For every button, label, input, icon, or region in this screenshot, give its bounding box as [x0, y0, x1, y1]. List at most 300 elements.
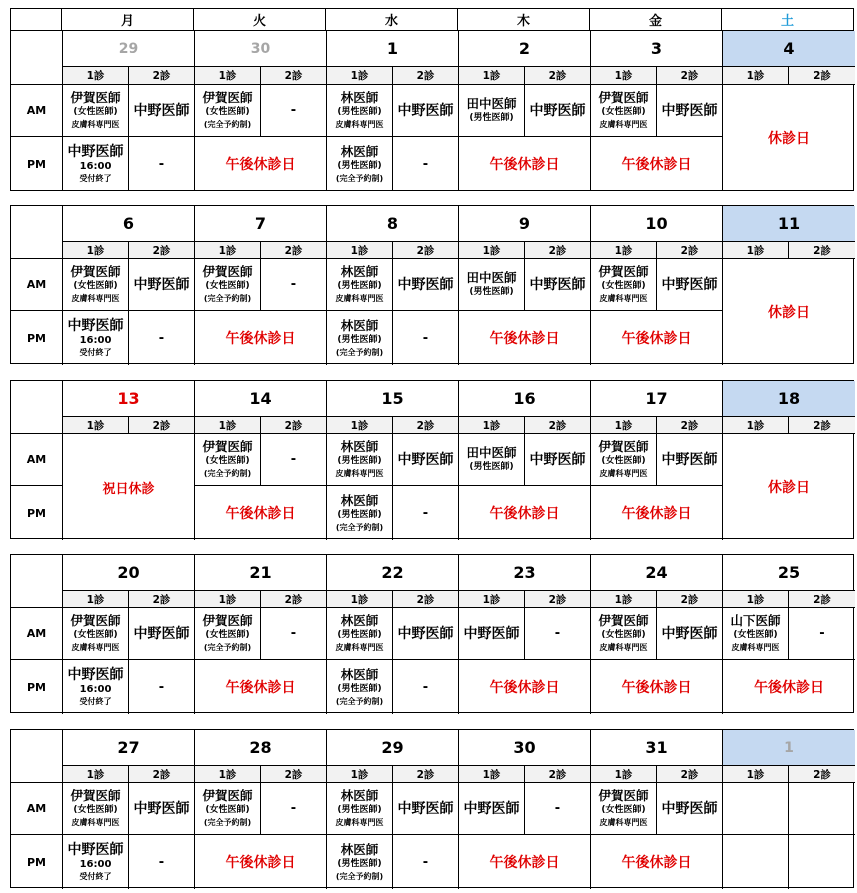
reception-time: 16:00 — [79, 334, 112, 346]
doctor-note: 皮膚科専門医 — [335, 120, 384, 129]
date-number: 21 — [249, 563, 272, 582]
pm-closed-text: 午後休診日 — [754, 680, 824, 696]
doctor-cell — [195, 608, 261, 660]
closed-day-cell — [723, 434, 855, 540]
dash-text: - — [554, 626, 561, 641]
slot-1-header: 1診 — [591, 591, 657, 608]
date-number: 22 — [381, 563, 404, 582]
doctor-note: 皮膚科専門医 — [71, 818, 120, 827]
date-cell — [591, 730, 723, 766]
doctor-gender: (女性医師) — [205, 456, 250, 466]
pm-closed-cell — [723, 660, 855, 714]
doctor-gender: (男性医師) — [337, 630, 382, 640]
date-cell — [591, 31, 723, 67]
date-cell — [723, 381, 855, 417]
date-number: 25 — [777, 563, 801, 582]
date-cell — [459, 206, 591, 242]
holiday-closed-cell — [63, 434, 195, 540]
weekday-2: 火 — [194, 9, 326, 30]
date-number: 28 — [249, 738, 272, 757]
doctor-note: (完全予約制) — [203, 120, 252, 129]
doctor-gender: (女性医師) — [601, 107, 646, 117]
reception-time: 16:00 — [79, 160, 112, 172]
slot-2-header: 2診 — [393, 766, 459, 783]
doctor-cell — [657, 85, 723, 137]
doctor-gender: (女性医師) — [73, 630, 118, 640]
slot-2-header: 2診 — [657, 242, 723, 259]
doctor-cell — [327, 311, 393, 365]
doctor-name: 中野医師 — [133, 102, 190, 119]
doctor-cell — [129, 85, 195, 137]
doctor-name: 伊賀医師 — [70, 788, 121, 803]
slot-1-header: 1診 — [723, 417, 789, 434]
doctor-note: 受付終了 — [79, 347, 112, 357]
doctor-gender: (男性医師) — [337, 281, 382, 291]
doctor-name: 伊賀医師 — [70, 90, 121, 105]
date-cell — [327, 730, 459, 766]
doctor-cell — [327, 137, 393, 191]
doctor-note: 受付終了 — [79, 871, 112, 881]
doctor-cell — [63, 311, 129, 365]
doctor-cell — [525, 85, 591, 137]
doctor-name: 中野医師 — [661, 276, 718, 293]
doctor-cell — [63, 608, 129, 660]
doctor-name: 伊賀医師 — [202, 613, 253, 628]
doctor-cell — [63, 783, 129, 835]
doctor-cell — [591, 608, 657, 660]
doctor-cell — [129, 259, 195, 311]
empty-cell — [723, 835, 789, 889]
slot-1-header: 1診 — [327, 591, 393, 608]
doctor-cell — [63, 660, 129, 714]
doctor-note: 皮膚科専門医 — [599, 818, 648, 827]
date-cell — [327, 555, 459, 591]
empty-slot — [261, 783, 327, 835]
weekday-1: 月 — [62, 9, 194, 30]
date-number: 17 — [645, 389, 668, 408]
date-number: 29 — [118, 40, 139, 57]
slot-1-header: 1診 — [327, 766, 393, 783]
doctor-name: 中野医師 — [133, 276, 190, 293]
doctor-cell — [393, 434, 459, 486]
doctor-name: 伊賀医師 — [202, 788, 253, 803]
doctor-name: 中野医師 — [463, 800, 520, 817]
am-label: AM — [11, 85, 63, 137]
doctor-note: 皮膚科専門医 — [71, 294, 120, 303]
doctor-cell — [327, 85, 393, 137]
dash-text: - — [290, 801, 297, 816]
weekday-6: 土 — [722, 9, 854, 30]
dash-text: - — [290, 626, 297, 641]
doctor-note: 皮膚科専門医 — [335, 818, 384, 827]
dash-text: - — [158, 854, 165, 870]
doctor-name: 中野医師 — [397, 451, 454, 468]
slot-1-header: 1診 — [63, 766, 129, 783]
date-number: 30 — [250, 40, 271, 57]
slot-1-header: 1診 — [195, 242, 261, 259]
slot-1-header: 1診 — [459, 242, 525, 259]
doctor-note: 皮膚科専門医 — [335, 643, 384, 652]
slot-1-header: 1診 — [591, 67, 657, 85]
am-label: AM — [11, 434, 63, 486]
empty-slot — [261, 608, 327, 660]
corner-cell — [11, 555, 63, 608]
am-label: AM — [11, 608, 63, 660]
doctor-name: 田中医師 — [466, 96, 517, 111]
dash-text: - — [290, 277, 297, 292]
doctor-name: 中野医師 — [529, 451, 586, 468]
doctor-gender: (男性医師) — [469, 287, 514, 297]
slot-1-header: 1診 — [459, 67, 525, 85]
dash-text: - — [422, 854, 429, 870]
doctor-gender: (女性医師) — [205, 805, 250, 815]
date-number: 30 — [513, 738, 536, 757]
header-corner — [10, 9, 62, 30]
doctor-note: 皮膚科専門医 — [599, 643, 648, 652]
slot-2-header: 2診 — [789, 67, 855, 85]
doctor-cell — [459, 608, 525, 660]
doctor-note: (完全予約制) — [335, 347, 384, 357]
pm-closed-cell — [591, 660, 723, 714]
dash-text: - — [290, 452, 297, 467]
doctor-name: 中野医師 — [397, 276, 454, 293]
slot-2-header: 2診 — [129, 242, 195, 259]
doctor-gender: (男性医師) — [337, 858, 382, 869]
doctor-gender: (女性医師) — [205, 107, 250, 117]
slot-1-header: 1診 — [195, 591, 261, 608]
doctor-cell — [459, 783, 525, 835]
doctor-cell — [591, 85, 657, 137]
pm-label: PM — [11, 660, 63, 714]
doctor-gender: (男性医師) — [469, 462, 514, 472]
doctor-name: 伊賀医師 — [70, 613, 121, 628]
doctor-gender: (女性医師) — [205, 281, 250, 291]
pm-closed-cell — [195, 137, 327, 191]
doctor-name: 中野医師 — [661, 800, 718, 817]
slot-1-header: 1診 — [723, 67, 789, 85]
pm-closed-text: 午後休診日 — [489, 331, 560, 347]
weekday-3: 水 — [326, 9, 458, 30]
week-5 — [10, 729, 854, 888]
doctor-cell — [657, 434, 723, 486]
doctor-cell — [129, 608, 195, 660]
date-cell — [195, 31, 327, 67]
date-number: 8 — [386, 214, 399, 233]
date-cell — [723, 730, 855, 766]
corner-cell — [11, 206, 63, 259]
slot-1-header: 1診 — [327, 417, 393, 434]
slot-1-header: 1診 — [195, 766, 261, 783]
date-number: 10 — [645, 214, 668, 233]
doctor-cell — [195, 783, 261, 835]
date-number: 31 — [645, 738, 668, 757]
doctor-note: 受付終了 — [79, 696, 112, 706]
pm-closed-cell — [459, 660, 591, 714]
empty-slot — [393, 486, 459, 540]
slot-1-header: 1診 — [723, 242, 789, 259]
doctor-gender: (女性医師) — [601, 805, 646, 815]
doctor-name: 伊賀医師 — [598, 439, 649, 454]
doctor-cell — [657, 608, 723, 660]
doctor-note: 皮膚科専門医 — [731, 643, 780, 652]
slot-1-header: 1診 — [723, 766, 789, 783]
slot-2-header: 2診 — [657, 591, 723, 608]
doctor-gender: (女性医師) — [73, 805, 118, 815]
date-cell — [591, 555, 723, 591]
slot-2-header: 2診 — [525, 67, 591, 85]
empty-slot — [261, 259, 327, 311]
slot-1-header: 1診 — [195, 67, 261, 85]
slot-2-header: 2診 — [261, 766, 327, 783]
slot-2-header: 2診 — [261, 67, 327, 85]
slot-2-header: 2診 — [393, 417, 459, 434]
empty-slot — [129, 835, 195, 889]
empty-slot — [525, 783, 591, 835]
slot-1-header: 1診 — [63, 67, 129, 85]
doctor-cell — [459, 434, 525, 486]
doctor-cell — [393, 783, 459, 835]
doctor-cell — [63, 137, 129, 191]
doctor-cell — [327, 259, 393, 311]
week-1 — [10, 31, 854, 191]
date-cell — [195, 555, 327, 591]
doctor-name: 林医師 — [340, 613, 379, 628]
date-cell — [723, 31, 855, 67]
reception-time: 16:00 — [79, 683, 112, 695]
doctor-name: 中野医師 — [67, 317, 124, 334]
pm-label: PM — [11, 137, 63, 191]
dash-text: - — [422, 679, 429, 695]
am-label: AM — [11, 259, 63, 311]
slot-2-header: 2診 — [525, 766, 591, 783]
corner-cell — [11, 381, 63, 434]
week-2 — [10, 205, 854, 364]
doctor-cell — [657, 259, 723, 311]
doctor-cell — [657, 783, 723, 835]
doctor-cell — [393, 608, 459, 660]
date-cell — [195, 206, 327, 242]
empty-slot — [261, 434, 327, 486]
doctor-cell — [327, 660, 393, 714]
slot-2-header: 2診 — [261, 242, 327, 259]
doctor-note: (完全予約制) — [203, 818, 252, 827]
closed-day-cell — [723, 259, 855, 365]
doctor-gender: (男性医師) — [337, 456, 382, 466]
doctor-note: (完全予約制) — [335, 871, 384, 881]
slot-1-header: 1診 — [723, 591, 789, 608]
pm-closed-cell — [459, 835, 591, 889]
date-cell — [723, 206, 855, 242]
empty-slot — [789, 608, 855, 660]
empty-slot — [393, 660, 459, 714]
date-cell — [195, 381, 327, 417]
week-3 — [10, 380, 854, 539]
empty-slot — [129, 137, 195, 191]
doctor-name: 中野医師 — [463, 625, 520, 642]
pm-closed-text: 午後休診日 — [489, 157, 560, 173]
doctor-name: 中野医師 — [661, 625, 718, 642]
slot-1-header: 1診 — [459, 417, 525, 434]
doctor-name: 中野医師 — [661, 451, 718, 468]
date-number: 18 — [777, 389, 801, 408]
doctor-cell — [327, 434, 393, 486]
pm-closed-text: 午後休診日 — [621, 331, 692, 347]
pm-closed-cell — [459, 311, 591, 365]
doctor-name: 田中医師 — [466, 445, 517, 460]
pm-closed-text: 午後休診日 — [621, 680, 692, 696]
dash-text: - — [422, 505, 429, 521]
doctor-name: 林医師 — [340, 788, 379, 803]
doctor-gender: (女性医師) — [601, 630, 646, 640]
pm-closed-cell — [591, 486, 723, 540]
doctor-name: 中野医師 — [661, 102, 718, 119]
doctor-name: 伊賀医師 — [202, 90, 253, 105]
date-number: 4 — [783, 39, 795, 58]
doctor-name: 伊賀医師 — [598, 788, 649, 803]
date-number: 15 — [381, 389, 404, 408]
doctor-name: 中野医師 — [67, 143, 124, 160]
pm-label: PM — [11, 486, 63, 540]
doctor-note: (完全予約制) — [335, 522, 384, 532]
doctor-note: 皮膚科専門医 — [335, 469, 384, 478]
date-number: 2 — [518, 39, 531, 58]
slot-1-header: 1診 — [327, 67, 393, 85]
slot-2-header: 2診 — [789, 417, 855, 434]
pm-closed-text: 午後休診日 — [489, 680, 560, 696]
doctor-gender: (男性医師) — [337, 160, 382, 171]
doctor-gender: (女性医師) — [73, 281, 118, 291]
date-number: 20 — [117, 563, 140, 582]
weekday-5: 金 — [590, 9, 722, 30]
doctor-name: 林医師 — [340, 841, 379, 857]
slot-2-header: 2診 — [525, 591, 591, 608]
date-cell — [459, 730, 591, 766]
doctor-cell — [393, 85, 459, 137]
pm-closed-cell — [195, 311, 327, 365]
empty-cell — [789, 783, 855, 835]
empty-cell — [723, 783, 789, 835]
slot-1-header: 1診 — [459, 766, 525, 783]
pm-closed-cell — [591, 835, 723, 889]
date-number: 13 — [117, 389, 140, 408]
pm-closed-cell — [195, 486, 327, 540]
empty-slot — [129, 660, 195, 714]
pm-closed-text: 午後休診日 — [621, 855, 692, 871]
doctor-name: 林医師 — [340, 666, 379, 682]
date-number: 14 — [249, 389, 272, 408]
dash-text: - — [158, 330, 165, 346]
pm-closed-cell — [459, 137, 591, 191]
doctor-name: 林医師 — [340, 439, 379, 454]
date-cell — [723, 555, 855, 591]
slot-2-header: 2診 — [657, 67, 723, 85]
doctor-name: 中野医師 — [67, 666, 124, 683]
doctor-name: 伊賀医師 — [70, 264, 121, 279]
pm-closed-cell — [195, 660, 327, 714]
doctor-note: (完全予約制) — [203, 469, 252, 478]
pm-label: PM — [11, 311, 63, 365]
doctor-name: 林医師 — [340, 317, 379, 333]
doctor-name: 中野医師 — [133, 800, 190, 817]
date-number: 24 — [645, 563, 668, 582]
corner-cell — [11, 730, 63, 783]
slot-2-header: 2診 — [789, 591, 855, 608]
doctor-gender: (男性医師) — [337, 805, 382, 815]
pm-closed-text: 午後休診日 — [489, 855, 560, 871]
pm-closed-cell — [591, 311, 723, 365]
doctor-cell — [195, 85, 261, 137]
doctor-cell — [525, 434, 591, 486]
pm-label: PM — [11, 835, 63, 889]
doctor-name: 伊賀医師 — [598, 264, 649, 279]
doctor-name: 伊賀医師 — [202, 264, 253, 279]
date-cell — [327, 31, 459, 67]
slot-1-header: 1診 — [63, 417, 129, 434]
closed-day-cell — [723, 85, 855, 191]
reception-time: 16:00 — [79, 858, 112, 870]
doctor-name: 中野医師 — [397, 102, 454, 119]
doctor-cell — [327, 835, 393, 889]
doctor-cell — [459, 85, 525, 137]
date-cell — [459, 555, 591, 591]
doctor-note: (完全予約制) — [203, 294, 252, 303]
doctor-name: 中野医師 — [397, 800, 454, 817]
empty-slot — [129, 311, 195, 365]
doctor-cell — [195, 434, 261, 486]
empty-slot — [525, 608, 591, 660]
date-number: 1 — [386, 39, 399, 58]
am-label: AM — [11, 783, 63, 835]
doctor-cell — [723, 608, 789, 660]
date-cell — [459, 31, 591, 67]
doctor-name: 林医師 — [340, 492, 379, 508]
empty-slot — [393, 835, 459, 889]
doctor-name: 林医師 — [340, 90, 379, 105]
doctor-cell — [591, 259, 657, 311]
slot-1-header: 1診 — [63, 242, 129, 259]
date-number: 27 — [117, 738, 140, 757]
doctor-gender: (男性医師) — [469, 113, 514, 123]
dash-text: - — [819, 626, 825, 641]
week-4 — [10, 554, 854, 713]
holiday-closed-text: 祝日休診 — [102, 481, 155, 497]
date-cell — [63, 206, 195, 242]
doctor-name: 中野医師 — [67, 841, 124, 858]
doctor-gender: (男性医師) — [337, 334, 382, 345]
doctor-cell — [327, 783, 393, 835]
dash-text: - — [554, 801, 561, 816]
slot-2-header: 2診 — [393, 242, 459, 259]
doctor-cell — [525, 259, 591, 311]
slot-1-header: 1診 — [195, 417, 261, 434]
doctor-note: 皮膚科専門医 — [71, 120, 120, 129]
doctor-name: 中野医師 — [397, 625, 454, 642]
doctor-gender: (男性医師) — [337, 683, 382, 694]
slot-2-header: 2診 — [129, 766, 195, 783]
doctor-cell — [459, 259, 525, 311]
doctor-note: 皮膚科専門医 — [599, 469, 648, 478]
doctor-note: (完全予約制) — [335, 173, 384, 183]
date-number: 6 — [122, 214, 135, 233]
pm-closed-text: 午後休診日 — [489, 506, 560, 522]
date-number: 23 — [513, 563, 536, 582]
slot-2-header: 2診 — [129, 417, 195, 434]
slot-2-header: 2診 — [789, 766, 855, 783]
slot-1-header: 1診 — [591, 766, 657, 783]
doctor-gender: (女性医師) — [733, 630, 778, 640]
doctor-gender: (男性医師) — [337, 509, 382, 520]
doctor-gender: (女性医師) — [601, 281, 646, 291]
